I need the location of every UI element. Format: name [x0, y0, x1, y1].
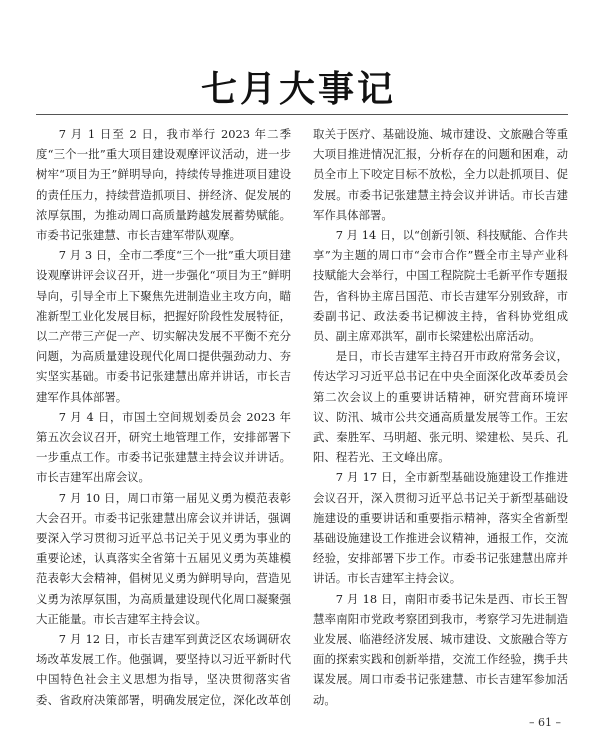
paragraph-jul-4: 7 月 4 日，市国土空间规划委员会 2023 年第五次会议召开，研究土地管理工作，安排部署下一步重点工作。市委书记张建慧主持会议并讲话。市长吉建军出席会议。 — [36, 409, 291, 485]
paragraph-jul-10: 7 月 10 日，周口市第一届见义勇为模范表彰大会召开。市委书记张建慧出席会议并讲话，强调要深入学习贯彻习近平总书记关于见义勇为事业的重要论述，认真落实全省第十五届见义勇为英雄模范表彰大会精神，倡树见义勇为鲜明导向，营造见义勇为浓厚氛围，为高质量建设现代化周口凝聚强大正能量。市长吉建军主持会议。 — [36, 490, 291, 626]
paragraph-jul-18: 7 月 18 日，南阳市委书记朱是西、市长王智慧率南阳市党政考察团到我市，考察学习先进制造业发展、临港经济发展、城市建设、文旅融合等方面的探索实践和创新举措，交流工作经验，携手共谋发展。周口市委书记张建慧、市长吉建军参加活动。 — [313, 591, 568, 707]
title-divider — [36, 114, 568, 115]
right-column — [313, 124, 568, 714]
paragraph-jul-14-same-day: 是日，市长吉建军主持召开市政府常务会议，传达学习习近平总书记在中央全面深化改革委员会第二次会议上的重要讲话精神，研究营商环境评议、防汛、城市公共交通高质量发展等工作。王宏武、秦胜军、马明超、张元明、梁建松、吴兵、孔阳、程若光、王文峰出席。 — [313, 349, 568, 465]
paragraph-jul-3: 7 月 3 日，全市二季度“三个一批”重大项目建设观摩讲评会议召开，进一步强化“项目为王”鲜明导向，引导全市上下聚焦先进制造业主攻方向，瞄准新型工业化发展目标，把握好阶段性发展特征，以二产带三产促一产、切实解决发展不平衡不充分问题，为高质量建设现代化周口提供强劲动力、夯实坚实基础。市委书记张建慧出席并讲话，市长吉建军作具体部署。 — [36, 248, 291, 404]
left-column — [36, 124, 291, 714]
paragraph-jul-17: 7 月 17 日，全市新型基础设施建设工作推进会议召开，深入贯彻习近平总书记关于新型基础设施建设的重要讲话和重要指示精神，落实全省新型基础设施建设工作推进会议精神，通报工作，交流经验，安排部署下步工作。市委书记张建慧出席并讲话。市长吉建军主持会议。 — [313, 470, 568, 586]
paragraph-jul-13-continued: 取关于医疗、基础设施、城市建设、文旅融合等重大项目推进情况汇报，分析存在的问题和困难，动员全市上下咬定目标不放松，全力以赴抓项目、促发展。市委书记张建慧主持会议并讲话。市长吉建军作具体部署。 — [313, 127, 568, 222]
page-number: – 61 – — [529, 716, 561, 729]
paragraph-jul-1: 7 月 1 日至 2 日，我市举行 2023 年二季度“三个一批”重大项目建设观摩评议活动，进一步树牢“项目为王”鲜明导向，持续传导推进项目建设的责任压力，持续营造抓项目、拼经济、促发展的浓厚氛围，为推动周口高质量跨越发展蓄势赋能。市委书记张建慧、市长吉建军带队观摩。 — [36, 127, 291, 243]
page-title: 七月大事记 — [200, 69, 396, 111]
paragraph-jul-20 — [313, 710, 568, 714]
paragraph-jul-14: 7 月 14 日，以“创新引领、科技赋能、合作共享”为主题的周口市“会市合作”暨全市主导产业科技赋能大会举行，中国工程院院士毛新平作专题报告，省科协主席吕国范、市长吉建军分别致辞，市委副书记、政法委书记柳波主持，省科协党组成员、副主席邓洪军，副市长梁建松出席活动。 — [313, 228, 568, 344]
article-body — [36, 124, 568, 714]
paragraph-jul-12: 7 月 12 日，市长吉建军到黄泛区农场调研农场改革发展工作。他强调，要坚持以习近平新时代中国特色社会主义思想为指导，坚决贯彻落实省委、省政府决策部署，明确发展定位，深化改革创 — [36, 632, 291, 707]
